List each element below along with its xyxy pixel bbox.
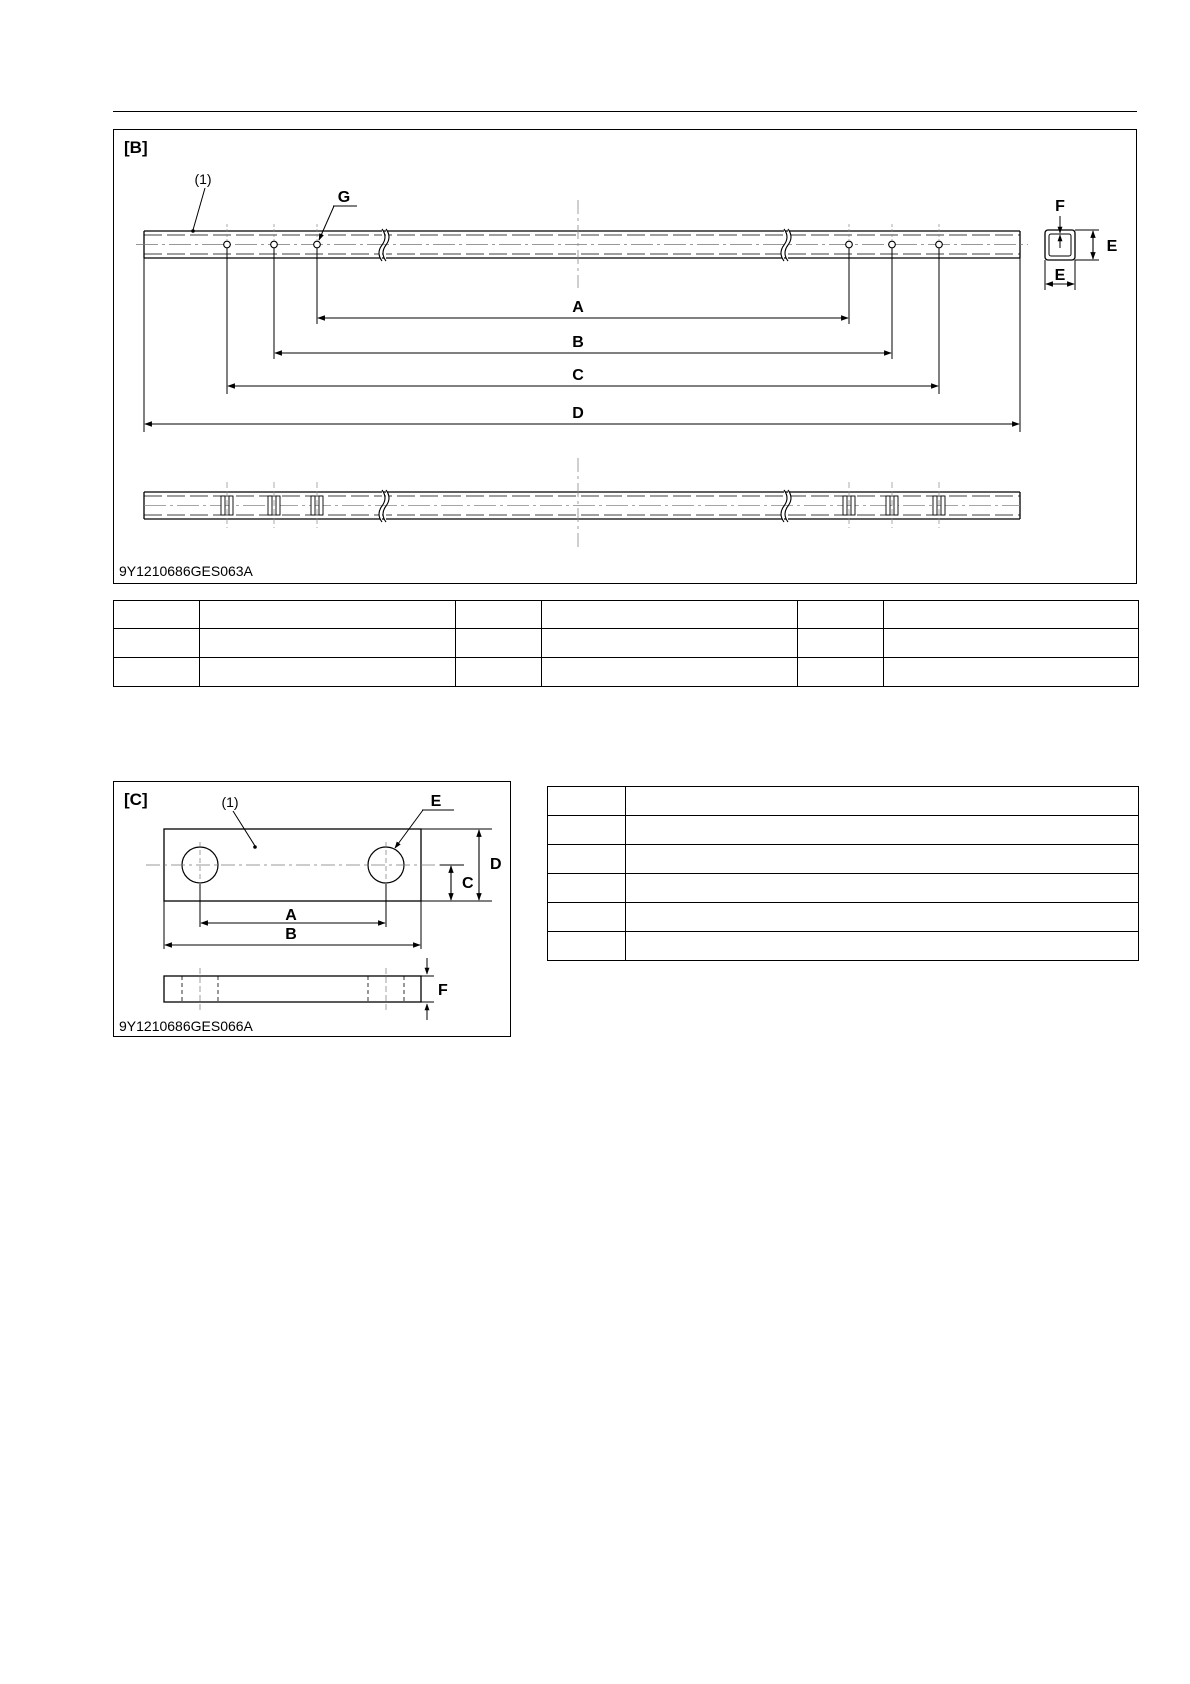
side-view-break-marks [379, 490, 791, 522]
plate-dimension-lines [165, 830, 479, 945]
hole [936, 241, 943, 248]
spec-table-c [547, 786, 1139, 961]
dim-b-label: B [572, 334, 584, 351]
table-row [548, 845, 1139, 874]
dim-c-label: C [462, 875, 474, 892]
figure-c-code: 9Y1210686GES066A [119, 1018, 253, 1034]
hole [314, 241, 321, 248]
table-cell [114, 601, 200, 629]
table-cell [626, 816, 1139, 845]
hole-label: G [337, 189, 351, 206]
hole [889, 241, 896, 248]
part-leader [193, 188, 205, 230]
dim-c-label: C [572, 367, 584, 384]
hole [224, 241, 231, 248]
figure-b-tag: [B] [124, 138, 148, 157]
table-cell [548, 874, 626, 903]
table-cell [548, 932, 626, 961]
plate-top-view [146, 829, 440, 901]
table-cell [542, 658, 798, 687]
table-cell [200, 601, 456, 629]
table-row [114, 658, 1139, 687]
table-cell [798, 629, 884, 658]
table-cell [542, 601, 798, 629]
table-cell [626, 932, 1139, 961]
table-cell [456, 629, 542, 658]
table-cell [114, 658, 200, 687]
table-cell [884, 658, 1139, 687]
table-cell [798, 601, 884, 629]
hole [846, 241, 853, 248]
table-cell [548, 787, 626, 816]
table-cell [200, 658, 456, 687]
bar-drawing [114, 130, 1136, 583]
table-row [114, 601, 1139, 629]
side-view-center-lines [227, 482, 939, 528]
table-cell [456, 658, 542, 687]
table-row [548, 787, 1139, 816]
header-rule [113, 111, 1137, 112]
table-row [548, 874, 1139, 903]
table-cell [548, 845, 626, 874]
spec-table-b [113, 600, 1139, 687]
table-cell [456, 601, 542, 629]
table-cell [626, 787, 1139, 816]
tube-cross-section [1045, 216, 1099, 290]
plate-drawing [114, 782, 510, 1036]
table-row [114, 629, 1139, 658]
table-cell [626, 845, 1139, 874]
dim-b-label: B [285, 926, 297, 943]
table-cell [884, 601, 1139, 629]
part-label: (1) [194, 171, 212, 187]
table-cell [548, 816, 626, 845]
part-leader-dot [253, 845, 257, 849]
table-cell [626, 874, 1139, 903]
dim-a-label: A [572, 299, 584, 316]
figure-c [113, 781, 511, 1037]
dim-f-label: F [438, 982, 448, 999]
extension-lines [144, 224, 1020, 432]
dim-d-label: D [490, 856, 502, 873]
break-marks [379, 229, 791, 261]
section-width-label: E [1054, 267, 1066, 284]
plate-side-view [164, 958, 434, 1020]
table-row [548, 816, 1139, 845]
table-cell [200, 629, 456, 658]
dim-a-label: A [285, 907, 297, 924]
table-cell [798, 658, 884, 687]
table-cell [542, 629, 798, 658]
table-cell [626, 903, 1139, 932]
part-leader-dot [191, 229, 195, 233]
section-height-label: E [1106, 238, 1118, 255]
wall-label: F [1055, 198, 1065, 215]
figure-b-code: 9Y1210686GES063A [119, 563, 253, 579]
table-cell [548, 903, 626, 932]
figure-c-tag: [C] [124, 790, 148, 809]
table-row [548, 903, 1139, 932]
table-cell [114, 629, 200, 658]
plate-extension-lines [164, 829, 492, 949]
hole-label: E [430, 793, 442, 810]
part-label: (1) [221, 794, 239, 810]
table-row [548, 932, 1139, 961]
hole [271, 241, 278, 248]
dim-d-label: D [572, 405, 584, 422]
table-cell [884, 629, 1139, 658]
figure-b [113, 129, 1137, 584]
